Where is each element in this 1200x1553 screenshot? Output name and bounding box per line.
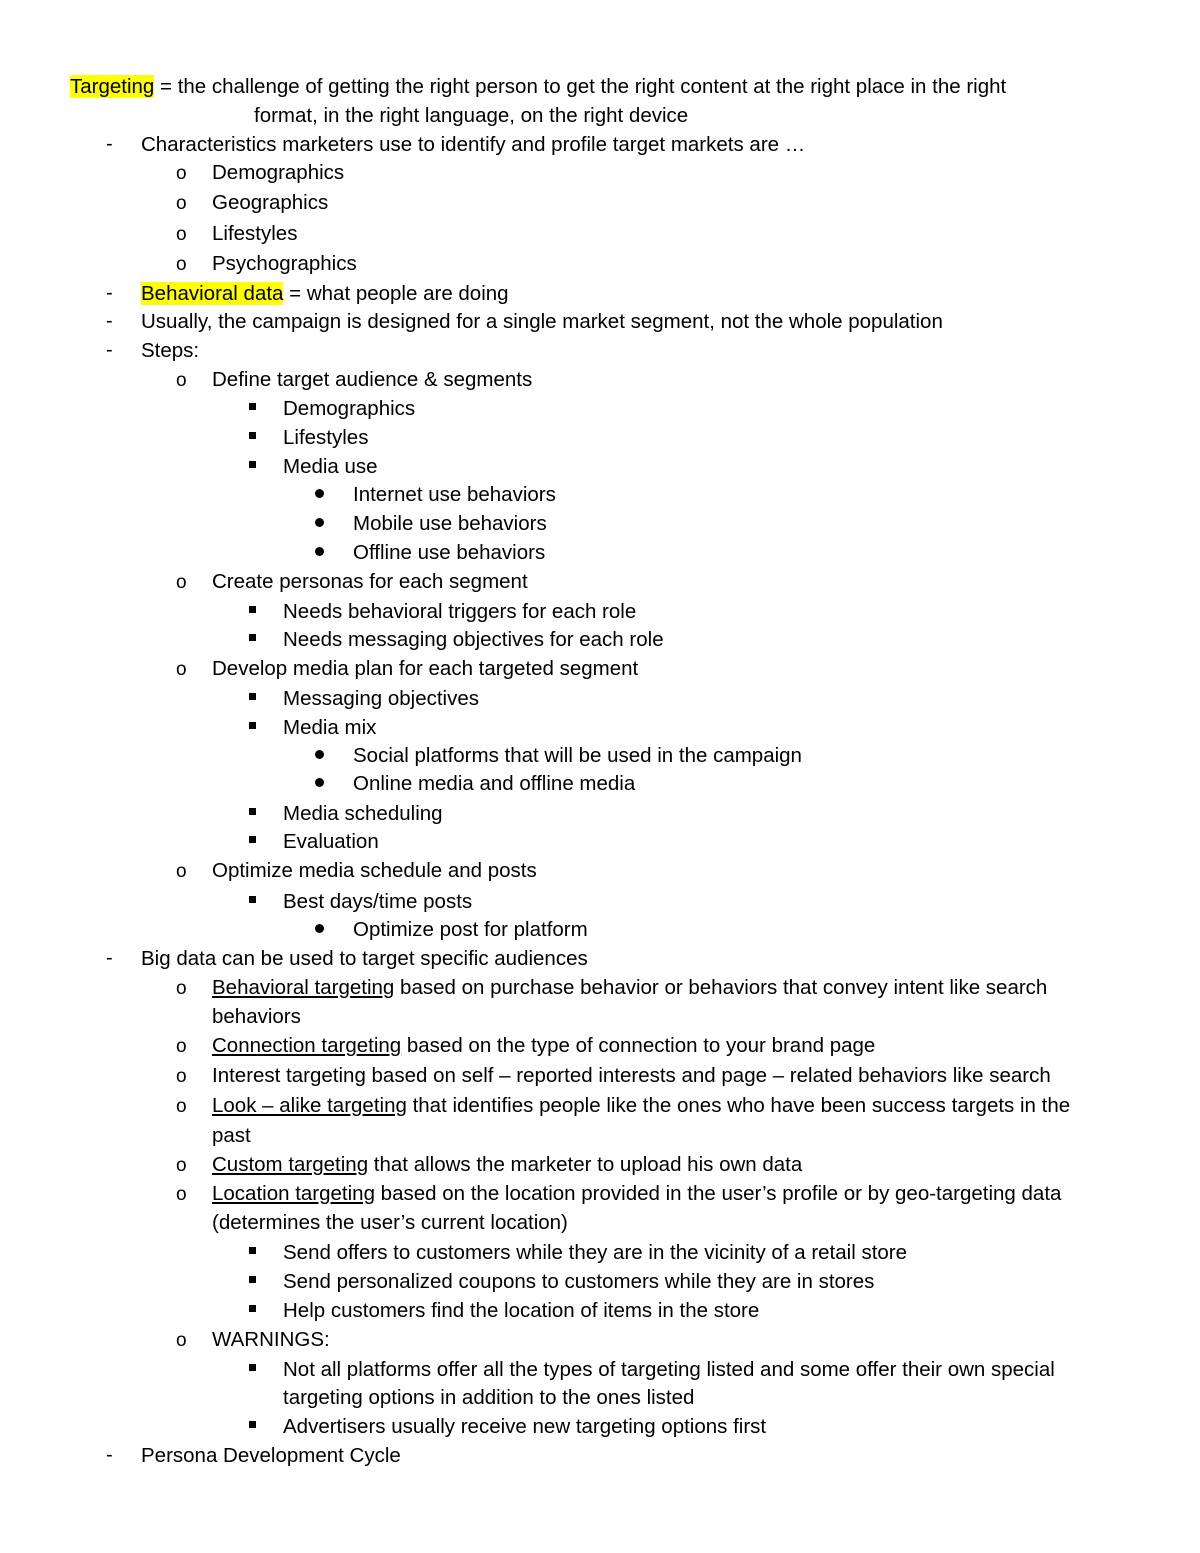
list-item: Demographics bbox=[283, 397, 416, 420]
continuation-text: targeting options in addition to the ones listed bbox=[283, 1386, 695, 1409]
square-bullet bbox=[249, 722, 256, 729]
dash-bullet: - bbox=[106, 133, 113, 155]
dash-bullet: - bbox=[106, 1444, 113, 1466]
dash-bullet: - bbox=[106, 947, 113, 969]
continuation-text: past bbox=[212, 1124, 251, 1147]
warnings-label: WARNINGS: bbox=[212, 1328, 330, 1351]
list-item: Send personalized coupons to customers while they are in stores bbox=[283, 1270, 875, 1293]
square-bullet bbox=[249, 403, 256, 410]
square-bullet bbox=[249, 461, 256, 468]
circle-bullet: o bbox=[176, 254, 187, 275]
dash-bullet: - bbox=[106, 339, 113, 361]
circle-bullet: o bbox=[176, 659, 187, 680]
list-item: Demographics bbox=[212, 161, 345, 184]
definition-text: = what people are doing bbox=[283, 282, 509, 305]
custom-targeting bbox=[212, 1150, 802, 1179]
list-item: Media use bbox=[283, 455, 378, 478]
list-item: Optimize post for platform bbox=[353, 918, 588, 941]
steps-label: Steps: bbox=[141, 339, 200, 362]
continuation-text: (determines the user’s current location) bbox=[212, 1211, 568, 1234]
lookalike-targeting bbox=[212, 1091, 1070, 1120]
circle-bullet: o bbox=[176, 370, 187, 391]
square-bullet bbox=[249, 808, 256, 815]
circle-bullet: o bbox=[176, 861, 187, 882]
step-define: Define target audience & segments bbox=[212, 368, 533, 391]
square-bullet bbox=[249, 1276, 256, 1283]
connection-targeting bbox=[212, 1031, 875, 1060]
circle-bullet: o bbox=[176, 1036, 187, 1057]
intro-line-2: format, in the right language, on the right device bbox=[254, 104, 689, 127]
circle-bullet: o bbox=[176, 193, 187, 214]
list-item: Needs messaging objectives for each role bbox=[283, 628, 664, 651]
list-item: Media scheduling bbox=[283, 802, 443, 825]
circle-bullet: o bbox=[176, 978, 187, 999]
dot-bullet bbox=[315, 750, 324, 759]
square-bullet bbox=[249, 896, 256, 903]
circle-bullet: o bbox=[176, 1096, 187, 1117]
behavioral-targeting bbox=[212, 973, 1047, 1002]
dot-bullet bbox=[315, 924, 324, 933]
list-item: Help customers find the location of items in the store bbox=[283, 1299, 760, 1322]
term-description: based on the location provided in the user’s profile or by geo-targeting data bbox=[374, 1182, 1062, 1205]
circle-bullet: o bbox=[176, 1184, 187, 1205]
list-item: Media mix bbox=[283, 716, 377, 739]
list-item: Offline use behaviors bbox=[353, 541, 546, 564]
list-item: Lifestyles bbox=[283, 426, 369, 449]
list-item: Geographics bbox=[212, 191, 329, 214]
dot-bullet bbox=[315, 489, 324, 498]
highlighted-term: Behavioral data bbox=[141, 282, 284, 305]
step-personas: Create personas for each segment bbox=[212, 570, 528, 593]
usually-text: Usually, the campaign is designed for a single market segment, not the whole population bbox=[141, 310, 943, 333]
circle-bullet: o bbox=[176, 1330, 187, 1351]
term-description: based on the type of connection to your brand page bbox=[401, 1034, 876, 1057]
square-bullet bbox=[249, 634, 256, 641]
persona-cycle-text: Persona Development Cycle bbox=[141, 1444, 401, 1467]
term-description: based on purchase behavior or behaviors that convey intent like search bbox=[394, 976, 1048, 999]
list-item: Online media and offline media bbox=[353, 772, 636, 795]
list-item: Mobile use behaviors bbox=[353, 512, 547, 535]
list-item: Social platforms that will be used in the campaign bbox=[353, 744, 802, 767]
continuation-text: behaviors bbox=[212, 1005, 301, 1028]
list-item: Not all platforms offer all the types of targeting listed and some offer their own special bbox=[283, 1358, 1055, 1381]
interest-targeting: Interest targeting based on self – reported interests and page – related behaviors like search bbox=[212, 1064, 1051, 1087]
dot-bullet bbox=[315, 547, 324, 556]
underlined-term: Connection targeting bbox=[212, 1034, 402, 1057]
square-bullet bbox=[249, 1305, 256, 1312]
list-item: Best days/time posts bbox=[283, 890, 473, 913]
highlighted-term: Targeting bbox=[70, 75, 155, 98]
circle-bullet: o bbox=[176, 572, 187, 593]
term-description: that identifies people like the ones who have been success targets in the bbox=[406, 1094, 1071, 1117]
circle-bullet: o bbox=[176, 163, 187, 184]
list-item: Lifestyles bbox=[212, 222, 298, 245]
big-data-text: Big data can be used to target specific audiences bbox=[141, 947, 588, 970]
dash-bullet: - bbox=[106, 310, 113, 332]
term-description: that allows the marketer to upload his own data bbox=[368, 1153, 803, 1176]
circle-bullet: o bbox=[176, 1066, 187, 1087]
square-bullet bbox=[249, 606, 256, 613]
underlined-term: Custom targeting bbox=[212, 1153, 369, 1176]
step-optimize: Optimize media schedule and posts bbox=[212, 859, 537, 882]
square-bullet bbox=[249, 1421, 256, 1428]
circle-bullet: o bbox=[176, 224, 187, 245]
square-bullet bbox=[249, 693, 256, 700]
square-bullet bbox=[249, 1364, 256, 1371]
dash-bullet: - bbox=[106, 282, 113, 304]
definition-text: = the challenge of getting the right person to get the right content at the right place in the right bbox=[154, 75, 1007, 98]
behavioral-data-line bbox=[141, 279, 509, 308]
list-item: Messaging objectives bbox=[283, 687, 479, 710]
list-item: Internet use behaviors bbox=[353, 483, 556, 506]
list-item: Advertisers usually receive new targeting options first bbox=[283, 1415, 767, 1438]
square-bullet bbox=[249, 836, 256, 843]
underlined-term: Behavioral targeting bbox=[212, 976, 395, 999]
dot-bullet bbox=[315, 778, 324, 787]
intro-line-1 bbox=[70, 72, 1006, 101]
list-item: Psychographics bbox=[212, 252, 357, 275]
circle-bullet: o bbox=[176, 1155, 187, 1176]
characteristics-text: Characteristics marketers use to identify and profile target markets are … bbox=[141, 133, 806, 156]
list-item: Needs behavioral triggers for each role bbox=[283, 600, 637, 623]
underlined-term: Location targeting bbox=[212, 1182, 375, 1205]
location-targeting bbox=[212, 1179, 1061, 1208]
list-item: Send offers to customers while they are in the vicinity of a retail store bbox=[283, 1241, 908, 1264]
dot-bullet bbox=[315, 518, 324, 527]
step-media-plan: Develop media plan for each targeted segment bbox=[212, 657, 639, 680]
underlined-term: Look – alike targeting bbox=[212, 1094, 407, 1117]
square-bullet bbox=[249, 432, 256, 439]
square-bullet bbox=[249, 1247, 256, 1254]
list-item: Evaluation bbox=[283, 830, 379, 853]
